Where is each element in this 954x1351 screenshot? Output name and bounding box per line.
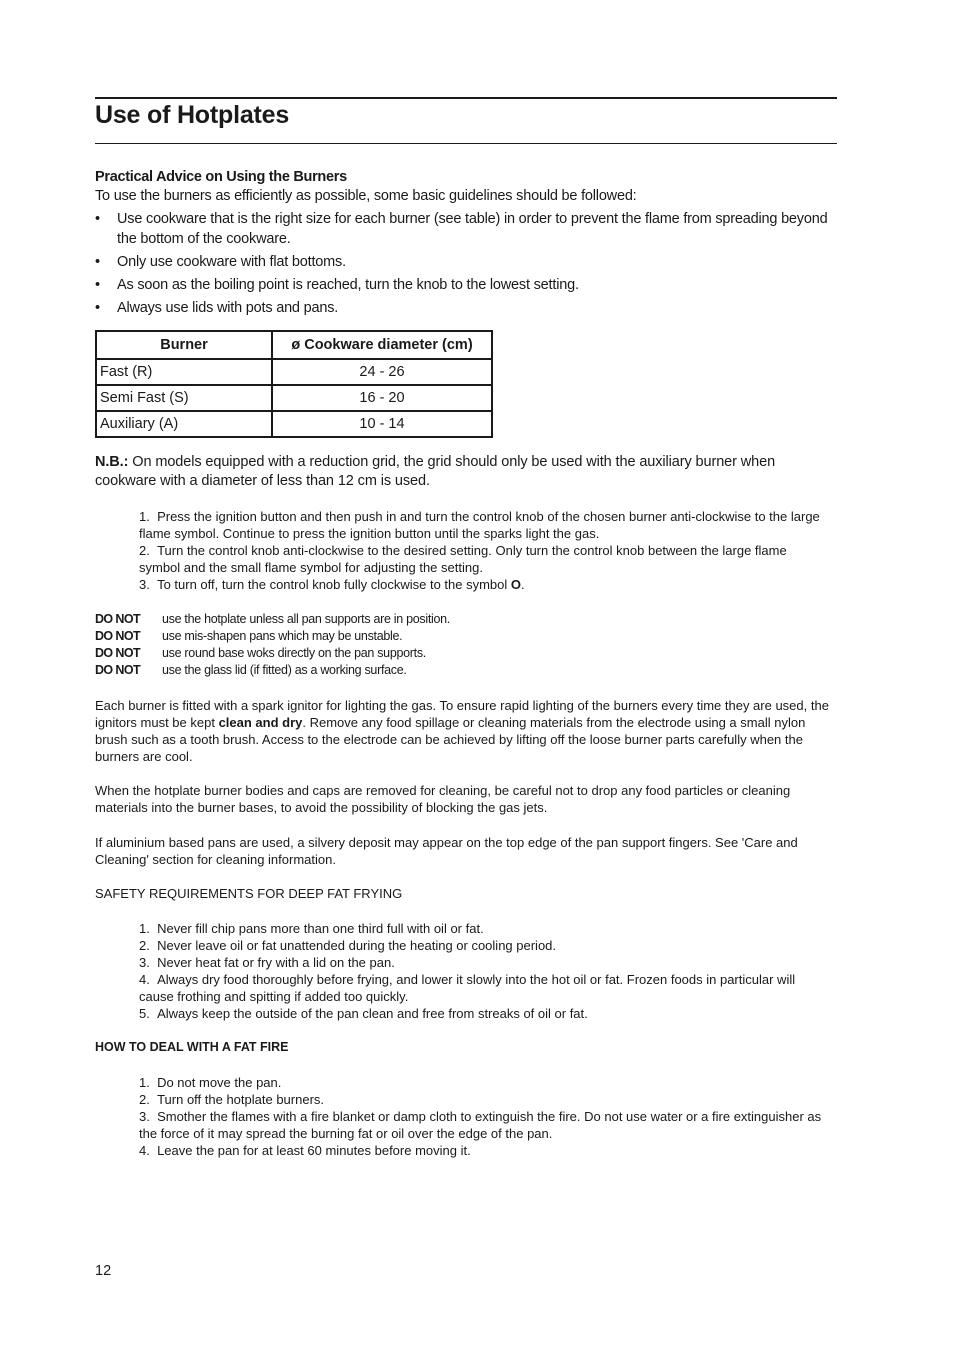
advice-heading: Practical Advice on Using the Burners [95, 169, 347, 185]
table-row [96, 411, 492, 437]
page-title: Use of Hotplates [95, 101, 290, 129]
step-number: 1. [139, 1075, 150, 1090]
step-text: To turn off, turn the control knob fully clockwise to the symbol [157, 577, 511, 592]
list-item [139, 954, 829, 971]
bullet-icon: • [95, 211, 100, 227]
reduction-grid-note [95, 453, 840, 491]
do-not-text: use round base woks directly on the pan supports. [162, 646, 426, 660]
diameter-cell: 24 - 26 [272, 359, 492, 385]
fat-fire-heading: HOW TO DEAL WITH A FAT FIRE [95, 1040, 289, 1054]
spark-ignitor-paragraph [95, 697, 835, 765]
burner-size-table [95, 330, 493, 438]
diameter-cell: 16 - 20 [272, 385, 492, 411]
burner-name-cell: Semi Fast (S) [96, 385, 272, 411]
list-item [139, 576, 829, 593]
title-rule-top [95, 97, 837, 99]
step-text: Never fill chip pans more than one third full with oil or fat. [157, 921, 484, 936]
step-number: 5. [139, 1006, 150, 1021]
list-item [139, 1108, 829, 1142]
table-row [96, 385, 492, 411]
list-item [139, 508, 829, 542]
do-not-text: use the hotplate unless all pan supports are in position. [162, 612, 450, 626]
burner-caps-paragraph: When the hotplate burner bodies and caps are removed for cleaning, be careful not to drop any food particles or cleaning materials into the burner bases, to avoid the possibility of blocking the gas jets. [95, 783, 791, 815]
list-item [139, 920, 829, 937]
do-not-label: DO NOT [95, 629, 141, 643]
step-number: 4. [139, 972, 150, 987]
advice-intro: To use the burners as efficiently as possible, some basic guidelines should be followed: [95, 188, 637, 204]
step-number: 3. [139, 577, 150, 592]
page-number: 12 [95, 1263, 112, 1279]
do-not-list [95, 611, 450, 679]
spark-text-after: . Remove any food spillage or cleaning materials from the electrode using a small nylon brush such as a tooth brush. Access to the electrode can be achieved by lifting off the loose burner parts carefully when the burners are cool. [95, 715, 806, 764]
list-item [139, 1142, 829, 1159]
step-tail: . [521, 577, 525, 592]
spark-emphasis: clean and dry [218, 715, 303, 730]
list-item [95, 645, 450, 662]
frying-safety-heading: SAFETY REQUIREMENTS FOR DEEP FAT FRYING [95, 886, 403, 901]
do-not-label: DO NOT [95, 646, 141, 660]
step-text: Always keep the outside of the pan clean and free from streaks of oil or fat. [157, 1006, 588, 1021]
bullet-text: Only use cookware with flat bottoms. [117, 254, 346, 270]
do-not-label: DO NOT [95, 663, 141, 677]
step-number: 3. [139, 955, 150, 970]
list-item [95, 252, 840, 272]
column-header-burner: Burner [96, 331, 272, 359]
step-text: Never heat fat or fry with a lid on the pan. [157, 955, 395, 970]
bullet-icon: • [95, 254, 100, 270]
list-item [95, 298, 840, 318]
step-number: 2. [139, 938, 150, 953]
step-number: 4. [139, 1143, 150, 1158]
list-item [95, 209, 840, 249]
off-symbol: O [510, 577, 522, 592]
list-item [139, 542, 829, 576]
list-item [139, 1074, 829, 1091]
step-number: 1. [139, 921, 150, 936]
ignition-steps-list [139, 508, 829, 593]
list-item [139, 1091, 829, 1108]
do-not-text: use the glass lid (if fitted) as a working surface. [162, 663, 407, 677]
aluminium-paragraph: If aluminium based pans are used, a silvery deposit may appear on the top edge of the pan support fingers. See 'Care and Cleaning' section for cleaning information. [95, 835, 798, 867]
bullet-text: As soon as the boiling point is reached, turn the knob to the lowest setting. [117, 277, 579, 293]
do-not-text: use mis-shapen pans which may be unstable. [162, 629, 403, 643]
advice-bullet-list [95, 209, 840, 321]
step-number: 1. [139, 509, 150, 524]
list-item [95, 611, 450, 628]
list-item [139, 971, 829, 1005]
table-row [96, 359, 492, 385]
spark-text-before: Each burner is fitted with a spark ignitor for lighting the gas. To ensure rapid lighting of the burners every time they are used, the ignitors must be kept [95, 698, 829, 730]
do-not-label: DO NOT [95, 612, 141, 626]
step-number: 3. [139, 1109, 150, 1124]
column-header-diameter: ø Cookware diameter (cm) [272, 331, 492, 359]
bullet-text: Always use lids with pots and pans. [117, 300, 339, 316]
step-number: 2. [139, 1092, 150, 1107]
frying-steps-list [139, 920, 829, 1022]
bullet-text: Use cookware that is the right size for each burner (see table) in order to prevent the flame from spreading beyond the bottom of the cookware. [117, 211, 828, 247]
step-text: Leave the pan for at least 60 minutes before moving it. [157, 1143, 471, 1158]
step-text: Press the ignition button and then push in and turn the control knob of the chosen burner anti-clockwise to the large flame symbol. Continue to press the ignition button until the sparks light the gas. [139, 509, 820, 541]
list-item [95, 275, 840, 295]
list-item [95, 662, 450, 679]
list-item [139, 1005, 829, 1022]
table-header-row [96, 331, 492, 359]
step-text: Turn the control knob anti-clockwise to the desired setting. Only turn the control knob between the large flame symbol and the small flame symbol for adjusting the setting. [139, 543, 787, 575]
burner-name-cell: Fast (R) [96, 359, 272, 385]
burner-name-cell: Auxiliary (A) [96, 411, 272, 437]
step-text: Smother the flames with a fire blanket or damp cloth to extinguish the fire. Do not use water or a fire extinguisher as the force of it may spread the burning fat or oil over the edge of the pan. [139, 1109, 822, 1141]
bullet-icon: • [95, 277, 100, 293]
list-item [139, 937, 829, 954]
bullet-icon: • [95, 300, 100, 316]
step-text: Never leave oil or fat unattended during the heating or cooling period. [157, 938, 557, 953]
fat-fire-steps-list [139, 1074, 829, 1159]
step-number: 2. [139, 543, 150, 558]
diameter-cell: 10 - 14 [272, 411, 492, 437]
note-text: On models equipped with a reduction grid, the grid should only be used with the auxiliary burner when cookware with a diameter of less than 12 cm is used. [95, 454, 776, 489]
list-item [95, 628, 450, 645]
step-text: Turn off the hotplate burners. [157, 1092, 325, 1107]
step-text: Always dry food thoroughly before frying, and lower it slowly into the hot oil or fat. Frozen foods in particular will cause frothing and spitting if added too quickly. [139, 972, 796, 1004]
note-label: N.B.: [95, 454, 129, 470]
step-text: Do not move the pan. [157, 1075, 282, 1090]
title-rule-bottom [95, 143, 837, 144]
